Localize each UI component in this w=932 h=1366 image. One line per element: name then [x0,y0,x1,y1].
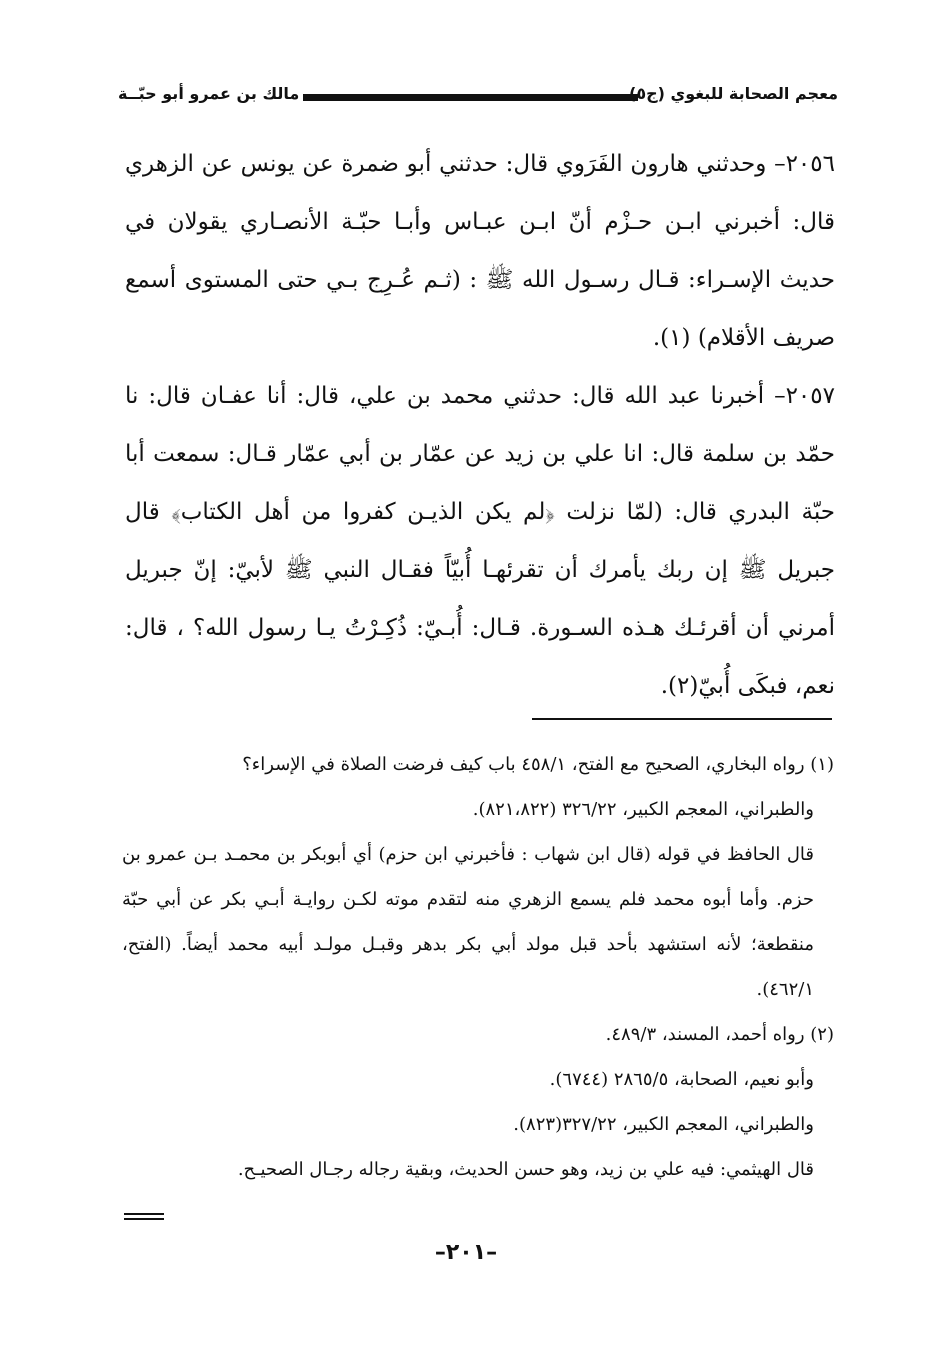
header-book-title: معجم الصحابة للبغوي (ج٥) [629,84,838,103]
footnote-1-line-2: والطبراني، المعجم الكبير، ٣٢٦/٢٢ (٨٢١،٨٢٢). [472,799,814,820]
footnotes [122,742,834,1192]
page-number: –٢٠١– [434,1240,498,1265]
footnote-2-line-2: وأبو نعيم، الصحابة، ٢٨٦٥/٥ (٦٧٤٤). [549,1069,814,1090]
footnote-2-line-3: والطبراني، المعجم الكبير، ٣٢٧/٢٢(٨٢٣). [513,1114,814,1135]
footnote-1-line-1: (١) رواه البخاري، الصحيح مع الفتح، ٤٥٨/١ باب كيف فرضت الصلاة في الإسراء؟ [242,754,834,775]
footnote-separator [532,718,832,720]
running-header [118,82,838,112]
hadith-2057: ٢٠٥٧– أخبرنا عبد الله قال: حدثني محمد بن علي، قال: أنا عفـان قال: نا حمّد بن سلمة قال: انا علي بن زيد عن عمّار بن أبي عمّار قـال: سمعت أبا حبّة البدري قال: (لمّا نزلت ﴿لم يكن الذيـن كفروا من أهل الكتاب﴾ قال جبريل ﷺ إن ربك يأمرك أن تقرئهـا أُبيّاً فقـال النبي ﷺ لأبيّ: إنّ جبريل أمرني أن أقرئـك هـذه السـورة. قـال: أُبـيّ: ذُكِـرْتُ يـا رسول الله؟ ، قال: نعم، فبكَى أُبيّ(٢). [125,383,835,699]
header-rule [303,94,638,101]
header-entry-title: مالك بن عمرو أبو حبّــة [118,84,300,103]
main-text [125,135,835,715]
end-of-text-mark [124,1213,164,1221]
footnote-2-note: قال الهيثمي: فيه علي بن زيد، وهو حسن الحديث، وبقية رجاله رجـال الصحيـح. [237,1159,814,1180]
hadith-2056: ٢٠٥٦– وحدثني هارون الفَرَوي قال: حدثني أبو ضمرة عن يونس عن الزهري قال: أخبرني ابـن حـزْم أنّ ابـن عبـاس وأبـا حبّـة الأنصـاري يقولان في حديث الإسـراء: قـال رسـول الله ﷺ : (ثـم عُـرِج بـي حتى المستوى أسمع صريف الأقلام) (١). [125,151,835,351]
footnote-2-line-1: (٢) رواه أحمد، المسند، ٤٨٩/٣. [605,1024,834,1045]
footnote-1-note: قال الحافظ في قوله (قال ابن شهاب : فأخبرني ابن حزم) أي أبوبكر بن محمـد بـن عمرو بن حزم. وأما أبوه محمد فلم يسمع الزهري منه لتقدم موته لكـن روايـة أبـي بكر عن أبي حبّة منقطعة؛ لأنه استشهد بأحد قبل مولد أبي بكر بدهر وقبـل مولـد أبيه محمد أيضاً. (الفتح، ٤٦٢/١). [122,844,815,1000]
